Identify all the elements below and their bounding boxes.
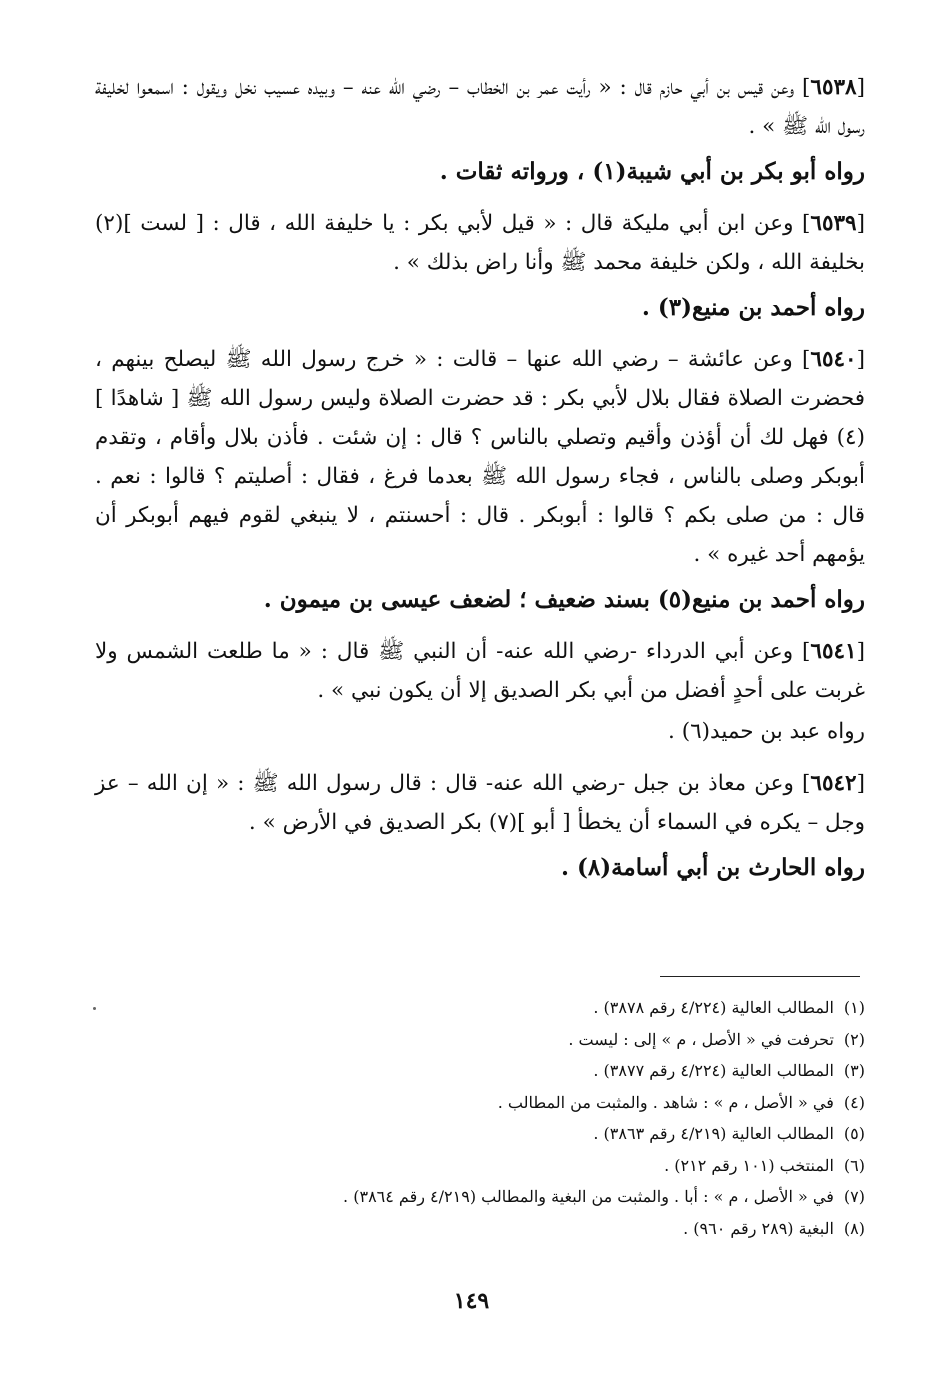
hadith-text: وعن ابن أبي مليكة قال : « قيل لأبي بكر : يا خليفة الله ، قال : [ لست ](٢) بخليفة الله ، ولكن خليفة محمد ﷺ وأنا راض بذلك » . [95,211,865,275]
hadith-text: وعن أبي الدرداء -رضي الله عنه- أن النبي ﷺ قال : « ما طلعت الشمس ولا غربت على أحدٍ أفضل من أبي بكر الصديق إلا أن يكون نبي » . [95,639,865,703]
narration: رواه أحمد بن منيع(٣) . [641,294,865,321]
main-text [95,68,865,900]
footnote: (٢) تحرفت في « الأصل ، م » إلى : ليست . [568,1029,865,1049]
footnote: (٤) في « الأصل ، م » : شاهد . والمثبت من المطالب . [497,1092,865,1112]
narration: رواه أبو بكر بن أبي شيبة(١) ، ورواته ثقات . [439,158,865,185]
entry-number: ٦٥٣٩ [810,211,857,236]
footnote: (١) المطالب العالية (٤/٢٢٤ رقم ٣٨٧٨) . [593,998,865,1017]
entry: [٦٥٣٨] وعن قيس بن أبي حازم قال : « رأيت عمر بن الخطاب – رضي الله عنه – وبيده عسيب نخل ويقول : اسمعوا لخليفة رسول الله ﷺ » . رواه أبو بكر بن أبي شيبة(١) ، ورواته ثقات . [95,68,865,194]
entry: [٦٥٤٠] وعن عائشة – رضي الله عنها – قالت : « خرج رسول الله ﷺ ليصلح بينهم ، فحضرت الصلاة فقال بلال لأبي بكر : قد حضرت الصلاة وليس رسول الله ﷺ [ شاهدًا ](٤) فهل لك أن أؤذن وأقيم وتصلي بالناس ؟ قال : إن شئت . فأذن بلال وأقام ، وتقدم أبوبكر وصلى بالناس ، فجاء رسول الله ﷺ بعدما فرغ ، فقال : أصليتم ؟ قالوا : نعم . قال : من صلى بكم ؟ قالوا : أبوبكر . قال : أحسنتم ، لا ينبغي لقوم فيهم أبوبكر أن يؤمهم أحد غيره » . رواه أحمد بن منيع(٥) بسند ضعيف ؛ لضعف عيسى بن ميمون . [95,340,865,622]
footnote: (٥) المطالب العالية (٤/٢١٩ رقم ٣٨٦٣) . [593,1124,865,1143]
entry-number: ٦٥٣٨ [810,75,857,100]
narration: رواه عبد بن حميد(٦) . [668,719,865,744]
footnote: (٣) المطالب العالية (٤/٢٢٤ رقم ٣٨٧٧) . [593,1061,865,1080]
hadith-text: وعن قيس بن أبي حازم قال : « رأيت عمر بن الخطاب – رضي الله عنه – وبيده عسيب نخل ويقول : اسمعوا لخليفة رسول الله ﷺ » . [95,75,865,139]
entry: [٦٥٣٩] وعن ابن أبي مليكة قال : « قيل لأبي بكر : يا خليفة الله ، قال : [ لست ](٢) بخليفة الله ، ولكن خليفة محمد ﷺ وأنا راض بذلك » . رواه أحمد بن منيع(٣) . [95,204,865,330]
entry: [٦٥٤٢] وعن معاذ بن جبل -رضي الله عنه- قال : قال رسول الله ﷺ : « إن الله – عز وجل – يكره في السماء أن يخطأ [ أبو ](٧) بكر الصديق في الأرض » . رواه الحارث بن أبي أسامة(٨) . [95,764,865,890]
footnote: (٧) في « الأصل ، م » : أبا . والمثبت من البغية والمطالب (٤/٢١٩ رقم ٣٨٦٤) . [343,1187,865,1206]
entry-number: ٦٥٤٠ [810,347,857,372]
footnote: (٨) البغية (٢٨٩ رقم ٩٦٠) . [683,1218,865,1238]
footnotes [95,992,865,1244]
footnote-divider [660,976,860,977]
page-number: ١٤٩ [453,1288,490,1314]
narration: رواه أحمد بن منيع(٥) بسند ضعيف ؛ لضعف عيسى بن ميمون . [263,586,865,613]
hadith-text: وعن عائشة – رضي الله عنها – قالت : « خرج رسول الله ﷺ ليصلح بينهم ، فحضرت الصلاة فقال بلال لأبي بكر : قد حضرت الصلاة وليس رسول الله ﷺ [ شاهدًا ](٤) فهل لك أن أؤذن وأقيم وتصلي بالناس ؟ قال : إن شئت . فأذن بلال وأقام ، وتقدم أبوبكر وصلى بالناس ، فجاء رسول الله ﷺ بعدما فرغ ، فقال : أصليتم ؟ قالوا : نعم . قال : من صلى بكم ؟ قالوا : أبوبكر . قال : أحسنتم ، لا ينبغي لقوم فيهم أبوبكر أن يؤمهم أحد غيره » . [95,347,865,567]
footnote: (٦) المنتخب (١٠١ رقم ٢١٢) . [664,1155,865,1175]
entry-number: ٦٥٤١ [810,639,857,664]
narration: رواه الحارث بن أبي أسامة(٨) . [560,854,865,881]
entry: [٦٥٤١] وعن أبي الدرداء -رضي الله عنه- أن النبي ﷺ قال : « ما طلعت الشمس ولا غربت على أحدٍ أفضل من أبي بكر الصديق إلا أن يكون نبي » . رواه عبد بن حميد(٦) . [95,632,865,754]
entry-number: ٦٥٤٢ [810,771,857,796]
hadith-text: وعن معاذ بن جبل -رضي الله عنه- قال : قال رسول الله ﷺ : « إن الله – عز وجل – يكره في السماء أن يخطأ [ أبو ](٧) بكر الصديق في الأرض » . [95,771,865,835]
